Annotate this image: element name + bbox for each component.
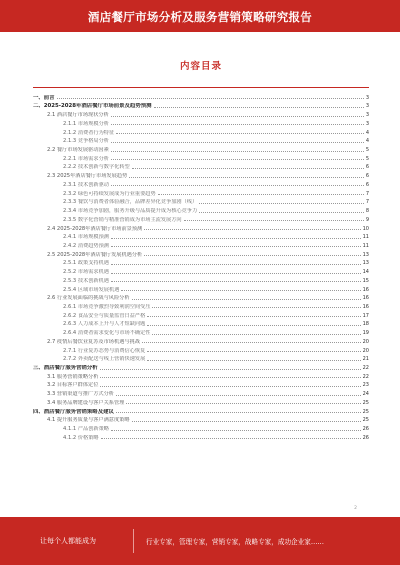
toc-entry-page: 11 <box>362 242 369 249</box>
toc-entry-title: 2.1.2 消费者行为特征 <box>63 129 115 136</box>
toc-entry-page: 18 <box>362 321 369 328</box>
toc-entry-page: 3 <box>365 112 369 119</box>
toc-entry-title: 2.4.2 消费趋势预测 <box>63 242 109 249</box>
toc-entry-title: 2.3.2 绿色可持续发展成为行业重要趋势 <box>63 190 156 197</box>
toc-entry-page: 13 <box>362 251 369 258</box>
toc-leader-dots <box>144 255 360 256</box>
toc-leader-dots <box>111 264 361 265</box>
toc-leader-dots <box>100 377 360 378</box>
toc-entry[interactable] <box>33 197 369 206</box>
toc-entry[interactable] <box>33 240 369 249</box>
toc-entry-page: 26 <box>362 426 369 433</box>
toc-entry-title: 4.1.2 价格策略 <box>63 434 99 441</box>
footer-banner <box>0 517 400 565</box>
toc-entry-title: 2.7 疫情后餐饮业复苏及市场机遇与挑战 <box>47 338 140 345</box>
toc-entry-title: 四、酒店餐厅服务营销策略及建议 <box>33 408 114 415</box>
toc-entry-page: 6 <box>365 173 369 180</box>
toc-leader-dots <box>144 229 360 230</box>
toc-leader-dots <box>101 438 361 439</box>
toc-leader-dots <box>111 142 364 143</box>
toc-entry[interactable] <box>33 371 369 380</box>
report-title: 酒店餐厅市场分析及服务营销策略研究报告 <box>87 10 313 24</box>
toc-entry-page: 4 <box>365 129 369 136</box>
toc-leader-dots <box>100 369 361 370</box>
toc-leader-dots <box>111 116 364 117</box>
toc-entry-title: 二、2025-2028年酒店餐厅市场前景及趋势预测 <box>33 103 152 110</box>
toc-leader-dots <box>111 281 361 282</box>
toc-entry[interactable] <box>33 423 369 432</box>
toc-entry-page: 7 <box>365 190 369 197</box>
toc-entry-title: 2.1.3 竞争格局分析 <box>63 138 109 145</box>
toc-divider <box>33 87 369 88</box>
toc-entry-page: 20 <box>362 347 369 354</box>
toc-entry[interactable] <box>33 327 369 336</box>
toc-entry-page: 3 <box>365 120 369 127</box>
toc-entry[interactable] <box>33 136 369 145</box>
toc-leader-dots <box>152 334 360 335</box>
footer-slogan: 让每个人都能成为 <box>40 537 96 545</box>
document-page <box>33 32 369 517</box>
toc-entry-page: 21 <box>362 356 369 363</box>
toc-entry-page: 7 <box>365 199 369 206</box>
toc-entry-page: 3 <box>365 94 369 101</box>
toc-leader-dots <box>132 168 364 169</box>
toc-entry-title: 3.4 服务品牌建设与客户关系管理 <box>47 399 125 406</box>
toc-entry[interactable] <box>33 205 369 214</box>
toc-entry-title: 2.5 2025-2028年酒店餐厅发展机遇分析 <box>47 251 143 258</box>
toc-entry-page: 16 <box>362 295 369 302</box>
toc-entry[interactable] <box>33 101 369 110</box>
toc-entry-page: 25 <box>362 417 369 424</box>
toc-leader-dots <box>132 421 361 422</box>
toc-leader-dots <box>121 290 360 291</box>
toc-entry-page: 8 <box>365 208 369 215</box>
toc-entry-title: 3.3 营销渠道与推广方式分析 <box>47 391 114 398</box>
toc-entry[interactable] <box>33 362 369 371</box>
header-banner <box>0 0 400 32</box>
toc-entry-title: 2.7.2 外卖配送与线上营销快速发展 <box>63 356 146 363</box>
toc-leader-dots <box>152 307 360 308</box>
toc-entry[interactable] <box>33 415 369 424</box>
toc-entry-title: 2.5.4 区域市场发展机遇 <box>63 286 120 293</box>
toc-entry[interactable] <box>33 258 369 267</box>
toc-entry[interactable] <box>33 266 369 275</box>
toc-entry-title: 2.1 酒店餐厅市场现状分析 <box>47 112 109 119</box>
toc-entry[interactable] <box>33 388 369 397</box>
toc-entry-title: 2.2.1 市场需求分析 <box>63 155 109 162</box>
toc-entry-title: 一、前言 <box>33 94 55 101</box>
toc-entry-page: 16 <box>362 286 369 293</box>
toc-entry[interactable] <box>33 153 369 162</box>
toc-entry-page: 10 <box>362 225 369 232</box>
toc-entry[interactable] <box>33 406 369 415</box>
toc-entry-page: 25 <box>362 399 369 406</box>
page-number: 2 <box>354 506 357 511</box>
toc-entry[interactable] <box>33 92 369 101</box>
toc-leader-dots <box>111 430 361 431</box>
toc-entry-title: 2.4.1 市场规模预测 <box>63 234 109 241</box>
table-of-contents <box>33 92 369 441</box>
toc-entry[interactable] <box>33 354 369 363</box>
toc-entry[interactable] <box>33 336 369 345</box>
toc-entry-title: 4.1 提升服务质量与客户满意度策略 <box>47 417 130 424</box>
toc-entry[interactable] <box>33 293 369 302</box>
toc-entry-title: 4.1.1 产品创新策略 <box>63 426 109 433</box>
toc-leader-dots <box>147 351 360 352</box>
toc-entry-page: 14 <box>362 269 369 276</box>
toc-entry[interactable] <box>33 275 369 284</box>
toc-entry-title: 2.6.4 消费者需求变化与市场不确定性 <box>63 330 151 337</box>
toc-leader-dots <box>111 159 364 160</box>
toc-leader-dots <box>132 299 361 300</box>
toc-entry-page: 3 <box>365 103 369 110</box>
toc-leader-dots <box>147 325 360 326</box>
toc-leader-dots <box>116 412 361 413</box>
toc-entry-page: 20 <box>362 338 369 345</box>
toc-entry[interactable] <box>33 301 369 310</box>
toc-entry-title: 2.3.1 技术创新驱动 <box>63 181 109 188</box>
toc-entry-page: 6 <box>365 181 369 188</box>
toc-entry-page: 9 <box>365 216 369 223</box>
toc-entry-title: 2.6.1 市场竞争激烈导致利润空间受压 <box>63 303 151 310</box>
toc-entry-title: 2.5.3 技术创新机遇 <box>63 277 109 284</box>
toc-entry-title: 2.4 2025-2028年酒店餐厅市场前景预测 <box>47 225 143 232</box>
toc-leader-dots <box>111 238 361 239</box>
toc-entry[interactable] <box>33 284 369 293</box>
toc-entry-page: 23 <box>362 382 369 389</box>
toc-entry-page: 24 <box>362 391 369 398</box>
toc-entry-title: 2.6.2 食品安全与质量监管日益严格 <box>63 312 146 319</box>
toc-leader-dots <box>126 403 360 404</box>
toc-leader-dots <box>184 220 364 221</box>
toc-leader-dots <box>147 360 360 361</box>
toc-leader-dots <box>111 185 364 186</box>
toc-entry-page: 4 <box>365 138 369 145</box>
toc-entry-page: 25 <box>362 408 369 415</box>
toc-entry[interactable] <box>33 397 369 406</box>
toc-entry[interactable] <box>33 432 369 441</box>
toc-entry-title: 2.3.3 餐饮与消费者体验融合，品牌差异化竞争加剧（线） <box>63 199 198 206</box>
toc-leader-dots <box>116 133 364 134</box>
toc-leader-dots <box>199 212 364 213</box>
footer-roles: 行业专家，管理专家，营销专家，战略专家，成功企业家…… <box>146 538 325 546</box>
toc-entry-page: 19 <box>362 330 369 337</box>
toc-entry[interactable] <box>33 223 369 232</box>
toc-entry[interactable] <box>33 214 369 223</box>
toc-leader-dots <box>100 386 360 387</box>
toc-entry[interactable] <box>33 188 369 197</box>
toc-entry-page: 16 <box>362 303 369 310</box>
toc-entry-title: 2.7.1 行业复苏态势与消费信心恢复 <box>63 347 146 354</box>
toc-entry[interactable] <box>33 232 369 241</box>
toc-entry[interactable] <box>33 179 369 188</box>
toc-leader-dots <box>142 342 361 343</box>
toc-leader-dots <box>158 194 364 195</box>
toc-entry-title: 2.6 行业发展面临的挑战与风险分析 <box>47 295 130 302</box>
toc-entry[interactable] <box>33 144 369 153</box>
toc-entry-title: 2.2 餐厅市场发展驱动因素 <box>47 147 109 154</box>
toc-entry-title: 3.2 目标客户群体定位 <box>47 382 99 389</box>
toc-entry-page: 26 <box>362 434 369 441</box>
toc-entry-page: 6 <box>365 164 369 171</box>
toc-entry[interactable] <box>33 345 369 354</box>
toc-entry-title: 2.2.2 技术创新与数字化转型 <box>63 164 130 171</box>
toc-entry[interactable] <box>33 127 369 136</box>
toc-entry-page: 22 <box>362 365 369 371</box>
toc-leader-dots <box>154 107 364 108</box>
toc-entry-title: 2.5.1 政策支持机遇 <box>63 260 109 267</box>
toc-entry-title: 2.5.2 市场需求机遇 <box>63 269 109 276</box>
toc-entry-page: 15 <box>362 277 369 284</box>
toc-entry-title: 2.3.5 数字化营销与精准营销成为市场主流发展方向 <box>63 216 182 223</box>
toc-entry-title: 三、酒店餐厅服务营销分析 <box>33 365 98 371</box>
toc-entry-title: 2.3.4 市场竞争加剧，服务升级与品质提升成为核心竞争力 <box>63 208 198 215</box>
toc-entry-title: 2.1.1 市场规模分析 <box>63 120 109 127</box>
toc-leader-dots <box>111 151 364 152</box>
toc-entry-page: 11 <box>362 234 369 241</box>
toc-entry-title: 3.1 服务营销策略分析 <box>47 373 99 380</box>
toc-entry[interactable] <box>33 170 369 179</box>
toc-leader-dots <box>116 395 361 396</box>
toc-entry-page: 22 <box>362 373 369 380</box>
toc-leader-dots <box>129 177 364 178</box>
toc-entry-page: 17 <box>362 312 369 319</box>
toc-entry[interactable] <box>33 249 369 258</box>
toc-leader-dots <box>147 316 360 317</box>
toc-leader-dots <box>111 273 361 274</box>
toc-entry[interactable] <box>33 118 369 127</box>
toc-entry[interactable] <box>33 310 369 319</box>
toc-entry[interactable] <box>33 380 369 389</box>
toc-entry-page: 13 <box>362 260 369 267</box>
toc-entry[interactable] <box>33 319 369 328</box>
toc-entry-page: 5 <box>365 147 369 154</box>
toc-entry-title: 2.3 2025年酒店餐厅市场发展趋势 <box>47 173 128 180</box>
toc-leader-dots <box>111 246 361 247</box>
toc-heading: 内容目录 <box>179 61 222 72</box>
toc-leader-dots <box>57 98 364 99</box>
toc-entry[interactable] <box>33 162 369 171</box>
toc-entry-page: 5 <box>365 155 369 162</box>
footer-divider <box>133 529 134 553</box>
toc-entry[interactable] <box>33 109 369 118</box>
toc-entry-title: 2.6.3 人力成本上升与人才短缺问题 <box>63 321 146 328</box>
toc-leader-dots <box>111 124 364 125</box>
toc-leader-dots <box>199 203 364 204</box>
